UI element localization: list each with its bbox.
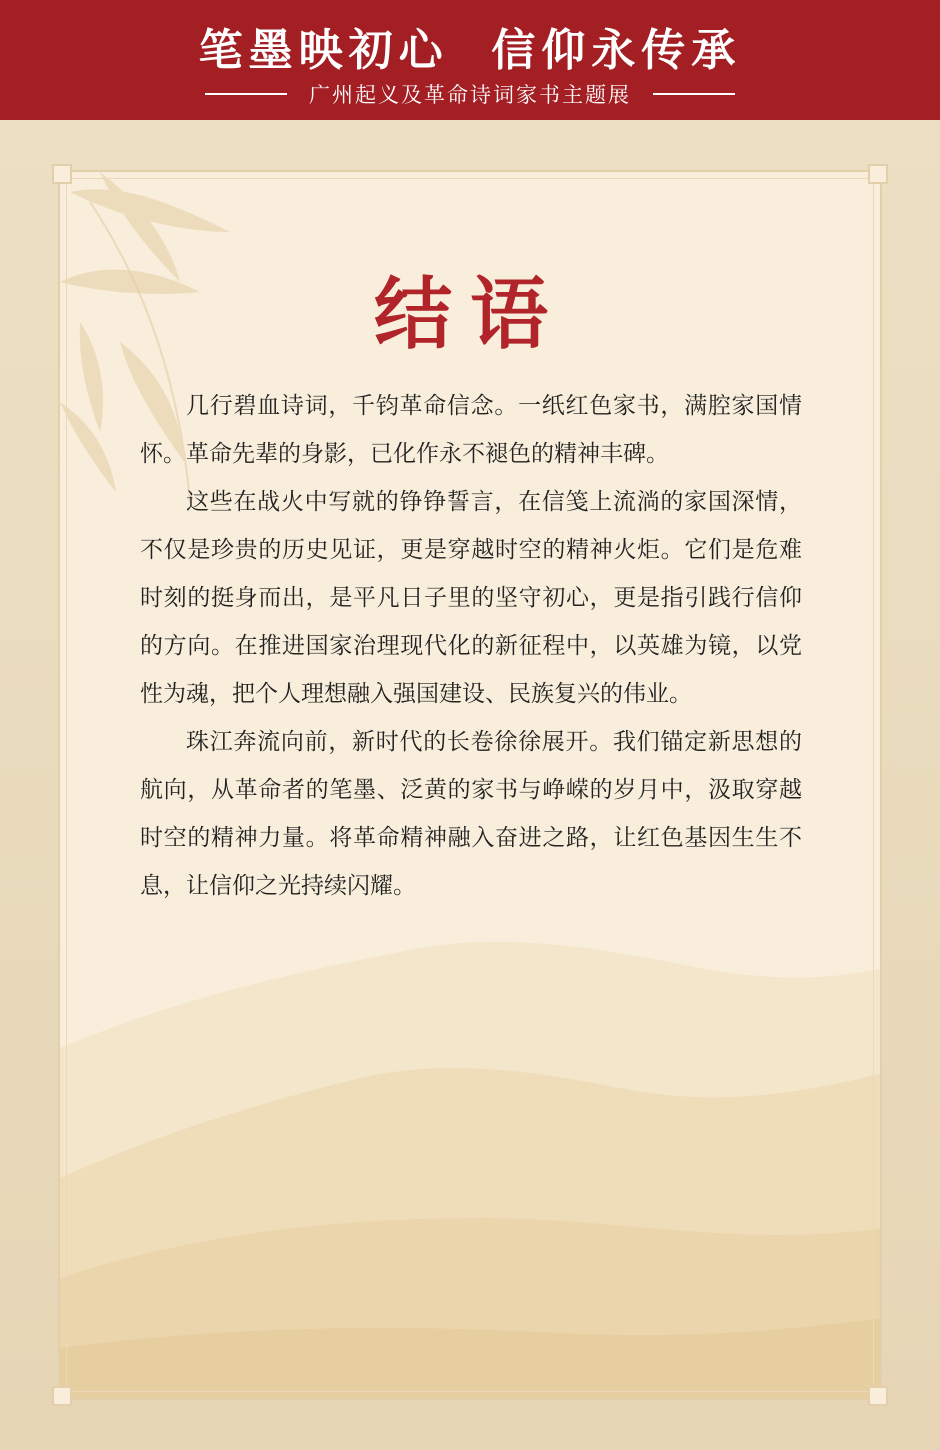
frame-corner-top-left [52, 164, 72, 184]
header-banner [0, 0, 940, 120]
frame-corner-bottom-left [52, 1386, 72, 1406]
paragraph: 这些在战火中写就的铮铮誓言，在信笺上流淌的家国深情，不仅是珍贵的历史见证，更是穿越时空的精神火炬。它们是危难时刻的挺身而出，是平凡日子里的坚守初心，更是指引践行信仰的方向。在推进国家治理现代化的新征程中，以英雄为镜，以党性为魂，把个人理想融入强国建设、民族复兴的伟业。 [140, 489, 802, 707]
frame-corner-top-right [868, 164, 888, 184]
body-text [140, 382, 802, 910]
subtitle-right-rule [653, 93, 735, 95]
subtitle-left-rule [205, 93, 287, 95]
page-title: 结语 [373, 269, 566, 360]
paragraph: 珠江奔流向前，新时代的长卷徐徐展开。我们锚定新思想的航向，从革命者的笔墨、泛黄的家书与峥嵘的岁月中，汲取穿越时空的精神力量。将革命精神融入奋进之路，让红色基因生生不息，让信仰之光持续闪耀。 [140, 729, 802, 899]
header-subtitle: 广州起义及革命诗词家书主题展 [309, 83, 631, 107]
paragraph: 几行碧血诗词，千钧革命信念。一纸红色家书，满腔家国情怀。革命先辈的身影，已化作永不褪色的精神丰碑。 [140, 393, 802, 467]
frame-corner-bottom-right [868, 1386, 888, 1406]
header-subtitle-row [0, 78, 940, 110]
header-title: 笔墨映初心 信仰永传承 [198, 25, 742, 76]
